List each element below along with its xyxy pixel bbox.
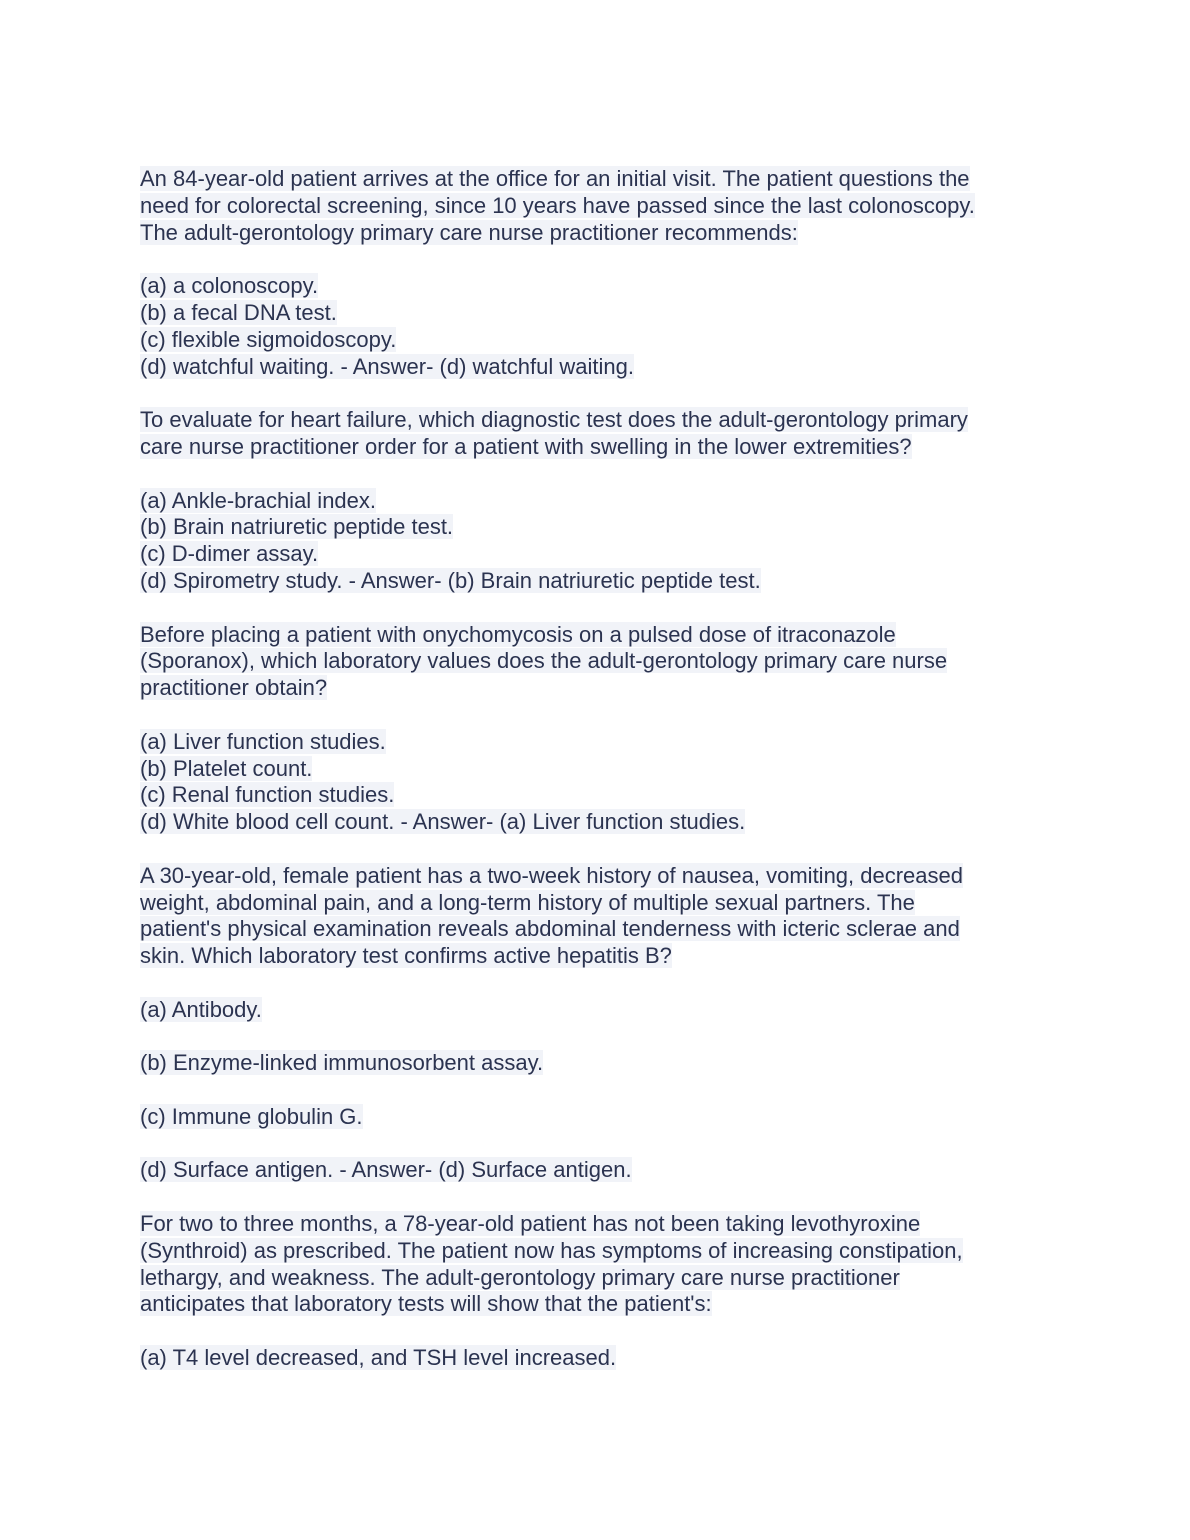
question-line: To evaluate for heart failure, which diagnostic test does the adult-gerontology primary: [140, 407, 968, 433]
option-list: [140, 729, 1040, 836]
option-item: (a) T4 level decreased, and TSH level increased.: [140, 1345, 617, 1371]
spacer: [140, 595, 1040, 622]
question-line: A 30-year-old, female patient has a two-week history of nausea, vomiting, decreased: [140, 862, 964, 888]
option-item-with-answer: (d) White blood cell count. - Answer- (a) Liver function studies.: [140, 809, 746, 835]
spacer: [140, 1184, 1040, 1211]
option-item-with-answer: (d) Surface antigen. - Answer- (d) Surface antigen.: [140, 1157, 632, 1183]
question-block: [140, 166, 1040, 380]
question-text: [140, 1211, 1040, 1318]
question-line: anticipates that laboratory tests will show that the patient's:: [140, 1291, 712, 1317]
question-text: [140, 407, 1040, 461]
question-line: For two to three months, a 78-year-old patient has not been taking levothyroxine: [140, 1211, 921, 1237]
spacer: [140, 1077, 1040, 1104]
document-page: [140, 166, 1040, 1372]
spacer: [140, 246, 1040, 273]
spacer: [140, 1024, 1040, 1051]
question-line: practitioner obtain?: [140, 675, 328, 701]
question-line: (Synthroid) as prescribed. The patient now has symptoms of increasing constipation,: [140, 1237, 963, 1263]
question-line: (Sporanox), which laboratory values does the adult-gerontology primary care nurse: [140, 648, 948, 674]
spacer: [140, 1318, 1040, 1345]
spacer: [140, 836, 1040, 863]
question-block: [140, 1211, 1040, 1372]
option-item: (a) a colonoscopy.: [140, 273, 319, 299]
option-item: (b) a fecal DNA test.: [140, 299, 337, 325]
question-line: lethargy, and weakness. The adult-gerontology primary care nurse practitioner: [140, 1264, 900, 1290]
question-block: [140, 622, 1040, 836]
question-line: need for colorectal screening, since 10 years have passed since the last colonoscopy.: [140, 192, 975, 218]
option-item: (a) Liver function studies.: [140, 728, 386, 754]
question-line: Before placing a patient with onychomycosis on a pulsed dose of itraconazole: [140, 621, 896, 647]
question-text: [140, 863, 1040, 970]
option-item: (c) Immune globulin G.: [140, 1103, 363, 1129]
option-item: (b) Brain natriuretic peptide test.: [140, 514, 454, 540]
option-item: (c) D-dimer assay.: [140, 541, 319, 567]
question-line: care nurse practitioner order for a patient with swelling in the lower extremities?: [140, 433, 912, 459]
question-text: [140, 622, 1040, 702]
spacer: [140, 1131, 1040, 1158]
option-list: [140, 997, 1040, 1185]
option-list: [140, 273, 1040, 380]
question-line: weight, abdominal pain, and a long-term history of multiple sexual partners. The: [140, 889, 915, 915]
option-item-with-answer: (d) watchful waiting. - Answer- (d) watchful waiting.: [140, 353, 634, 379]
question-block: [140, 863, 1040, 1185]
question-text: [140, 166, 1040, 246]
option-item: (a) Antibody.: [140, 996, 262, 1022]
question-block: [140, 407, 1040, 595]
option-item-with-answer: (d) Spirometry study. - Answer- (b) Brain natriuretic peptide test.: [140, 567, 761, 593]
spacer: [140, 461, 1040, 488]
option-list: [140, 488, 1040, 595]
option-item: (c) flexible sigmoidoscopy.: [140, 326, 397, 352]
option-item: (c) Renal function studies.: [140, 782, 395, 808]
question-line: skin. Which laboratory test confirms active hepatitis B?: [140, 943, 672, 969]
option-list: [140, 1345, 1040, 1372]
question-line: An 84-year-old patient arrives at the office for an initial visit. The patient questions the: [140, 166, 970, 191]
spacer: [140, 702, 1040, 729]
question-line: patient's physical examination reveals abdominal tenderness with icteric sclerae and: [140, 916, 960, 942]
option-item: (b) Platelet count.: [140, 755, 313, 781]
spacer: [140, 970, 1040, 997]
spacer: [140, 380, 1040, 407]
option-item: (b) Enzyme-linked immunosorbent assay.: [140, 1050, 544, 1076]
option-item: (a) Ankle-brachial index.: [140, 487, 377, 513]
question-line: The adult-gerontology primary care nurse practitioner recommends:: [140, 219, 798, 245]
